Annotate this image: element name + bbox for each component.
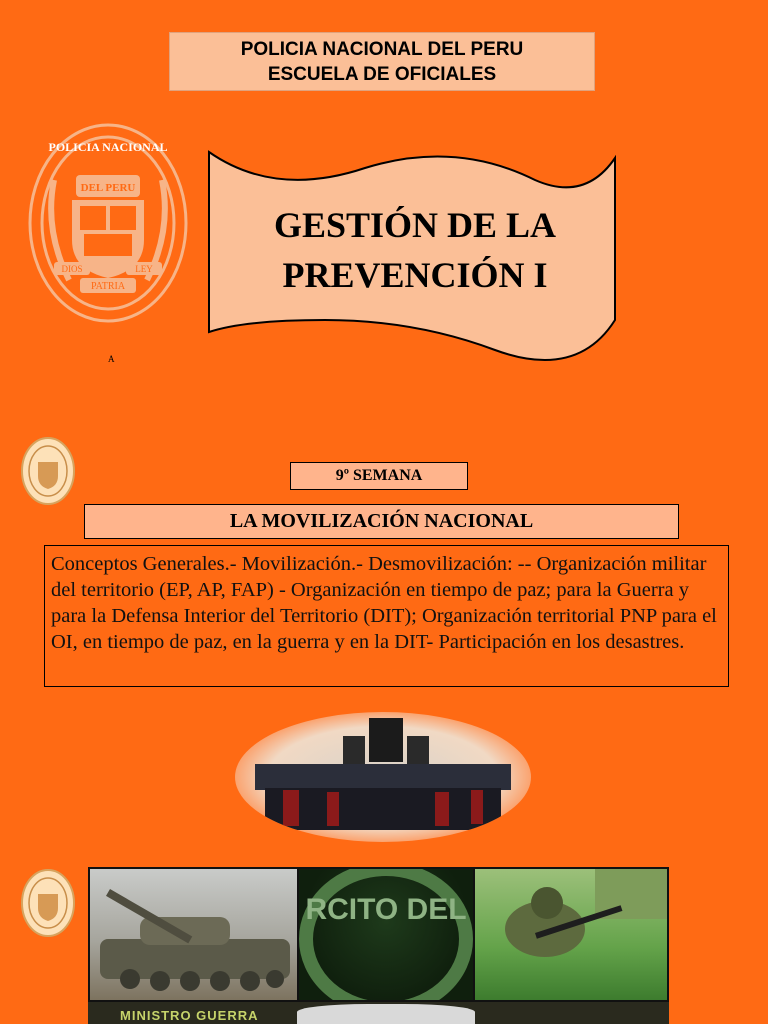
banner-title <box>230 200 600 300</box>
stray-letter: A <box>108 354 115 364</box>
small-emblem-icon <box>20 868 76 938</box>
emblem-bottom-text: PATRIA <box>90 281 126 292</box>
header-line-2: ESCUELA DE OFICIALES <box>267 64 497 85</box>
emblem-band-text: DEL PERU <box>80 182 136 194</box>
emblem-left-text: DIOS <box>61 264 83 274</box>
photo-text: RCITO DEL <box>305 893 467 926</box>
tank-photo <box>88 867 299 1002</box>
banner-line-2: PREVENCIÓN I <box>282 255 548 295</box>
army-logo-photo <box>297 867 475 1002</box>
small-emblem-icon <box>20 436 76 506</box>
bottom-caption: MINISTRO GUERRA <box>120 1008 259 1023</box>
topic-title: LA MOVILIZACIÓN NACIONAL <box>84 504 679 539</box>
police-emblem-icon <box>24 120 192 326</box>
week-label: 9º SEMANA <box>290 462 468 490</box>
banner-line-1: GESTIÓN DE LA <box>273 205 557 245</box>
ceremony-photo <box>235 712 531 842</box>
emblem-right-text: LEY <box>135 264 153 274</box>
emblem-ring-text: POLICIA NACIONAL <box>48 140 168 154</box>
topic-description: Conceptos Generales.- Movilización.- Desmovilización: -- Organización militar del territorio (EP, AP, FAP) - Organización en tiempo de paz; para la Guerra y para la Defensa Interior del Territorio (DIT); Organización territorial PNP para el OI, en tiempo de paz, en la guerra y en la DIT- Participación en los desastres. <box>44 545 729 687</box>
header-box <box>169 32 595 91</box>
bottom-emblem-edge <box>297 1004 475 1024</box>
header-line-1: POLICIA NACIONAL DEL PERU <box>240 39 524 60</box>
soldier-photo <box>473 867 669 1002</box>
